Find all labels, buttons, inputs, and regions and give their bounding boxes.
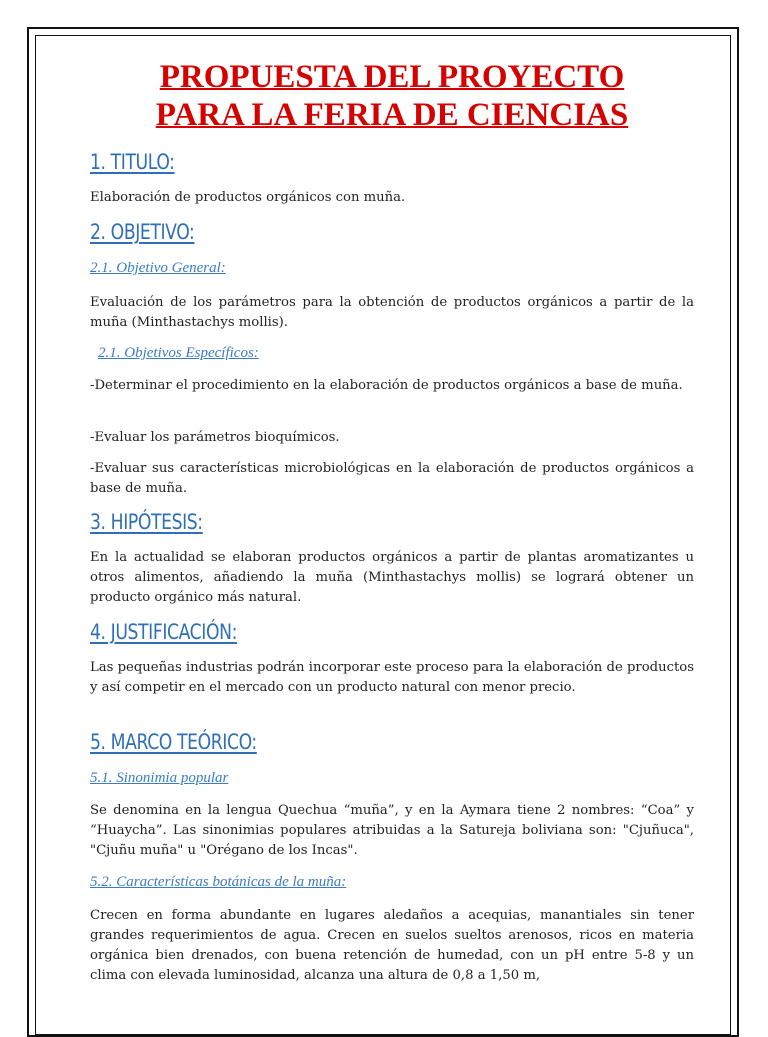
hipotesis-text: En la actualidad se elaboran productos orgánicos a partir de plantas aromatizantes u otros alimentos, añadiendo la muña (Minthastachys mollis) se logrará obtener un producto orgánico más natural. [90, 550, 694, 605]
section-marco-teorico [90, 730, 694, 754]
title-line-2: PARA LA FERIA DE CIENCIAS [155, 97, 629, 133]
justificacion-text: Las pequeñas industrias podrán incorporar este proceso para la elaboración de productos y así competir en el mercado con un producto natural con menor precio. [90, 660, 694, 695]
subheading-caracteristicas: 5.2. Características botánicas de la muña: [90, 874, 347, 890]
section-titulo [90, 150, 694, 174]
subheading-objetivos-especificos: 2.1. Objetivos Específicos: [98, 345, 259, 361]
title-line-1: PROPUESTA DEL PROYECTO [159, 59, 625, 95]
caracteristicas-text: Crecen en forma abundante en lugares aledaños a acequias, manantiales sin tener grandes requerimientos de agua. Crecen en suelos sueltos arenosos, ricos en materia orgánica bien drenados, con buena retención de humedad, con un pH entre 5-8 y un clima con elevada luminosidad, alcanza una altura de 0,8 a 1,50 m, [90, 908, 694, 983]
objetivo-especifico-3: -Evaluar sus características microbiológicas en la elaboración de productos orgánicos a base de muña. [90, 461, 694, 496]
section-heading-titulo: 1. TITULO: [90, 150, 175, 174]
section-objetivo [90, 220, 694, 244]
objetivo-especifico-2: -Evaluar los parámetros bioquímicos. [90, 430, 340, 445]
section-heading-hipotesis: 3. HIPÓTESIS: [90, 510, 203, 534]
objetivo-general-text: Evaluación de los parámetros para la obtención de productos orgánicos a partir de la muña (Minthastachys mollis). [90, 295, 694, 330]
section-justificacion [90, 620, 694, 644]
sinonimia-text: Se denomina en la lengua Quechua “muña”, y en la Aymara tiene 2 nombres: “Coa” y “Huaycha”. Las sinonimias populares atribuidas a la Satureja boliviana son: "Cjuñuca", "Cjuñu muña" u "Orégano de los Incas". [90, 803, 694, 858]
titulo-text: Elaboración de productos orgánicos con muña. [90, 190, 406, 205]
document-title [90, 58, 694, 134]
section-heading-objetivo: 2. OBJETIVO: [90, 220, 195, 244]
section-heading-marco-teorico: 5. MARCO TEÓRICO: [90, 730, 257, 754]
subheading-objetivo-general: 2.1. Objetivo General: [90, 260, 226, 276]
section-heading-justificacion: 4. JUSTIFICACIÓN: [90, 620, 237, 644]
subheading-sinonimia: 5.1. Sinonimia popular [90, 770, 229, 786]
objetivo-especifico-1: -Determinar el procedimiento en la elaboración de productos orgánicos a base de muña. [90, 378, 683, 393]
section-hipotesis [90, 510, 694, 534]
